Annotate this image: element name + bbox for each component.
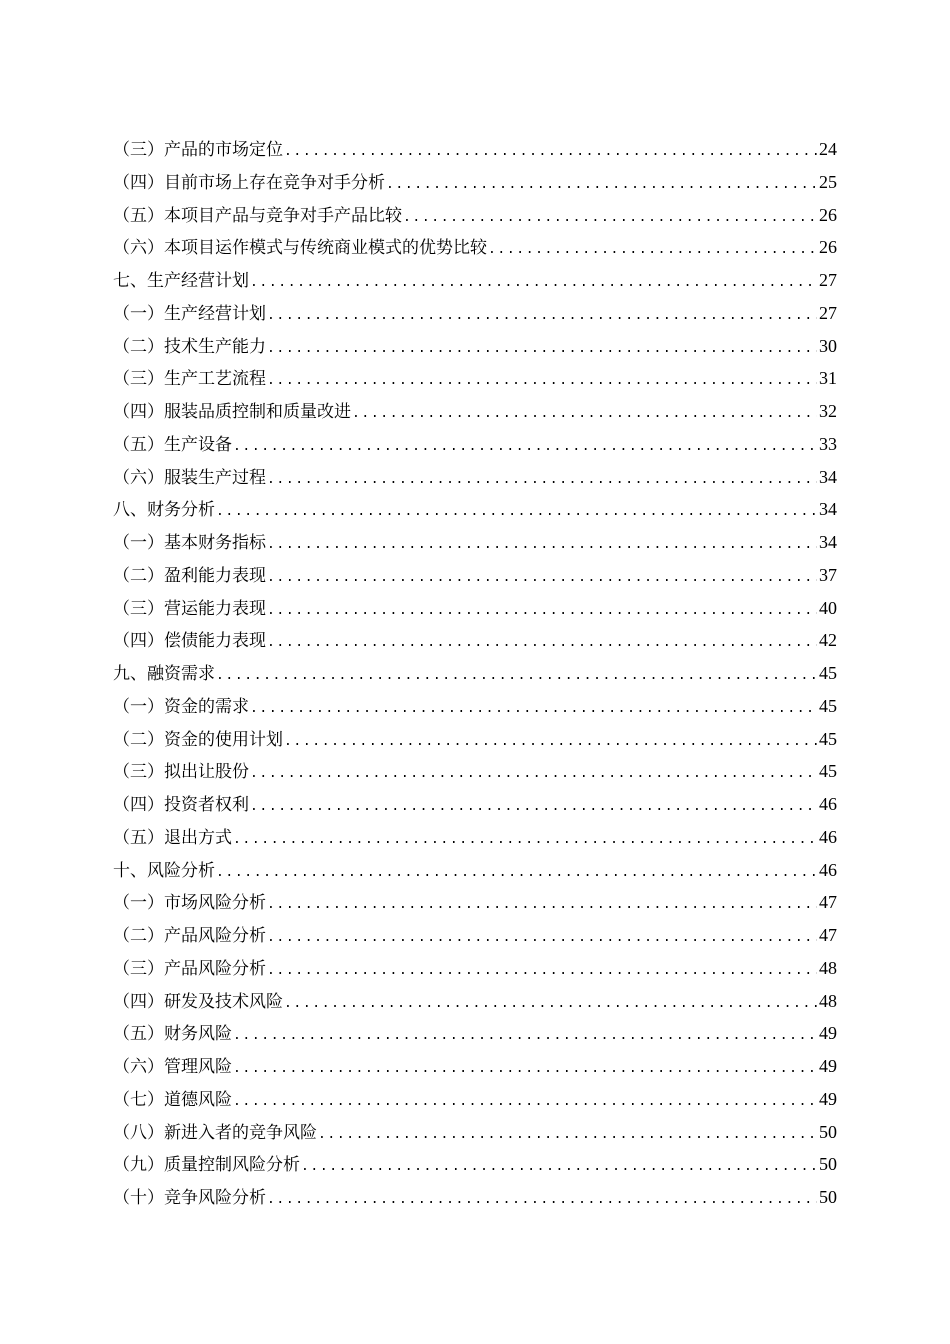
toc-entry-page-number: 24 bbox=[819, 139, 837, 159]
toc-entry-title: （五）本项目产品与竞争对手产品比较 bbox=[113, 205, 402, 226]
toc-dot-leader bbox=[283, 726, 817, 756]
toc-entry[interactable] bbox=[113, 886, 837, 919]
toc-entry[interactable] bbox=[113, 821, 837, 854]
toc-entry-title: （三）拟出让股份 bbox=[113, 762, 249, 783]
toc-entry-title: 九、融资需求 bbox=[113, 664, 215, 684]
toc-entry-title: （六）本项目运作模式与传统商业模式的优势比较 bbox=[113, 238, 487, 259]
toc-entry-page-number: 37 bbox=[819, 564, 837, 585]
toc-entry-page-number: 26 bbox=[819, 204, 837, 225]
toc-entry-title: （二）盈利能力表现 bbox=[113, 565, 266, 586]
toc-entry-page-number: 49 bbox=[819, 1056, 837, 1076]
toc-dot-leader bbox=[215, 857, 817, 887]
toc-dot-leader bbox=[232, 824, 817, 854]
toc-dot-leader bbox=[317, 1119, 817, 1149]
toc-dot-leader bbox=[487, 234, 817, 264]
toc-dot-leader bbox=[215, 660, 817, 690]
toc-entry-page-number: 40 bbox=[819, 597, 837, 618]
toc-dot-leader bbox=[402, 202, 817, 232]
toc-entry-title: （四）研发及技术风险 bbox=[113, 991, 283, 1012]
toc-entry-page-number: 42 bbox=[819, 630, 837, 651]
toc-entry-page-number: 47 bbox=[819, 925, 837, 945]
toc-entry[interactable] bbox=[113, 624, 837, 657]
toc-entry-title: （九）质量控制风险分析 bbox=[113, 1155, 300, 1176]
toc-entry-page-number: 45 bbox=[819, 761, 837, 782]
toc-entry[interactable] bbox=[113, 952, 837, 985]
toc-entry-page-number: 48 bbox=[819, 990, 837, 1011]
toc-entry[interactable] bbox=[113, 330, 837, 363]
toc-entry[interactable] bbox=[113, 1148, 837, 1181]
toc-dot-leader bbox=[266, 955, 817, 985]
toc-entry[interactable] bbox=[113, 985, 837, 1018]
toc-entry-title: （六）管理风险 bbox=[113, 1057, 232, 1077]
toc-dot-leader bbox=[249, 693, 817, 723]
toc-entry-page-number: 50 bbox=[819, 1187, 837, 1207]
toc-dot-leader bbox=[232, 431, 817, 461]
toc-entry-title: （二）产品风险分析 bbox=[113, 926, 266, 946]
toc-entry-page-number: 50 bbox=[819, 1121, 837, 1142]
toc-dot-leader bbox=[266, 627, 817, 657]
toc-entry-title: 八、财务分析 bbox=[113, 500, 215, 521]
toc-entry-page-number: 46 bbox=[819, 794, 837, 814]
toc-entry-title: （三）生产工艺流程 bbox=[113, 369, 266, 390]
toc-entry-title: （四）服装品质控制和质量改进 bbox=[113, 402, 351, 422]
toc-entry-page-number: 25 bbox=[819, 171, 837, 192]
toc-entry-title: （三）产品风险分析 bbox=[113, 958, 266, 979]
toc-entry[interactable] bbox=[113, 461, 837, 494]
toc-dot-leader bbox=[266, 922, 817, 952]
toc-entry[interactable] bbox=[113, 1116, 837, 1149]
toc-entry[interactable] bbox=[113, 133, 837, 166]
toc-entry-title: （八）新进入者的竞争风险 bbox=[113, 1122, 317, 1143]
toc-entry[interactable] bbox=[113, 428, 837, 461]
toc-entry-page-number: 49 bbox=[819, 1023, 837, 1044]
toc-entry-title: （三）营运能力表现 bbox=[113, 598, 266, 619]
toc-entry[interactable] bbox=[113, 231, 837, 264]
toc-dot-leader bbox=[266, 464, 817, 494]
toc-entry-page-number: 45 bbox=[819, 663, 837, 683]
toc-entry-page-number: 47 bbox=[819, 892, 837, 913]
toc-entry-title: 十、风险分析 bbox=[113, 860, 215, 881]
toc-dot-leader bbox=[266, 595, 817, 625]
toc-entry-title: （五）财务风险 bbox=[113, 1024, 232, 1045]
toc-entry[interactable] bbox=[113, 493, 837, 526]
toc-entry[interactable] bbox=[113, 723, 837, 756]
toc-entry-page-number: 27 bbox=[819, 270, 837, 290]
toc-dot-leader bbox=[266, 562, 817, 592]
toc-dot-leader bbox=[249, 267, 817, 297]
toc-dot-leader bbox=[266, 365, 817, 395]
toc-dot-leader bbox=[351, 398, 817, 428]
toc-entry-title: 七、生产经营计划 bbox=[113, 271, 249, 291]
toc-entry-page-number: 34 bbox=[819, 466, 837, 487]
toc-entry-page-number: 46 bbox=[819, 826, 837, 847]
toc-entry[interactable] bbox=[113, 1083, 837, 1116]
toc-entry-title: （七）道德风险 bbox=[113, 1089, 232, 1110]
toc-entry[interactable] bbox=[113, 854, 837, 887]
toc-entry-title: （一）基本财务指标 bbox=[113, 533, 266, 553]
toc-entry[interactable] bbox=[113, 1017, 837, 1050]
toc-entry-page-number: 49 bbox=[819, 1088, 837, 1109]
toc-entry[interactable] bbox=[113, 264, 837, 297]
toc-entry[interactable] bbox=[113, 690, 837, 723]
toc-entry-page-number: 33 bbox=[819, 433, 837, 454]
toc-entry-page-number: 45 bbox=[819, 695, 837, 716]
toc-entry-title: （十）竞争风险分析 bbox=[113, 1188, 266, 1208]
toc-entry-page-number: 34 bbox=[819, 499, 837, 520]
toc-dot-leader bbox=[232, 1020, 817, 1050]
toc-dot-leader bbox=[215, 496, 817, 526]
toc-entry-page-number: 48 bbox=[819, 957, 837, 978]
toc-entry-title: （二）资金的使用计划 bbox=[113, 729, 283, 750]
toc-entry[interactable] bbox=[113, 526, 837, 559]
toc-entry-title: （五）生产设备 bbox=[113, 434, 232, 455]
toc-entry-title: （一）资金的需求 bbox=[113, 696, 249, 717]
toc-dot-leader bbox=[385, 169, 817, 199]
toc-entry-title: （一）市场风险分析 bbox=[113, 893, 266, 914]
toc-entry-page-number: 26 bbox=[819, 237, 837, 258]
toc-entry-title: （五）退出方式 bbox=[113, 827, 232, 848]
toc-entry-page-number: 46 bbox=[819, 859, 837, 880]
toc-dot-leader bbox=[266, 1184, 817, 1214]
toc-dot-leader bbox=[249, 791, 817, 821]
toc-entry-page-number: 45 bbox=[819, 728, 837, 749]
toc-entry[interactable] bbox=[113, 788, 837, 821]
toc-dot-leader bbox=[232, 1086, 817, 1116]
toc-dot-leader bbox=[283, 136, 817, 166]
toc-entry-page-number: 32 bbox=[819, 401, 837, 421]
toc-entry[interactable] bbox=[113, 166, 837, 199]
toc-dot-leader bbox=[266, 889, 817, 919]
toc-entry-page-number: 34 bbox=[819, 532, 837, 552]
toc-dot-leader bbox=[300, 1151, 817, 1181]
toc-entry[interactable] bbox=[113, 755, 837, 788]
toc-entry-title: （六）服装生产过程 bbox=[113, 467, 266, 488]
toc-entry-title: （一）生产经营计划 bbox=[113, 303, 266, 324]
toc-entry-title: （三）产品的市场定位 bbox=[113, 140, 283, 160]
toc-entry[interactable] bbox=[113, 1181, 837, 1214]
toc-entry-title: （二）技术生产能力 bbox=[113, 336, 266, 357]
toc-dot-leader bbox=[266, 300, 817, 330]
toc-entry-page-number: 50 bbox=[819, 1154, 837, 1175]
toc-entry[interactable] bbox=[113, 1050, 837, 1083]
toc-dot-leader bbox=[232, 1053, 817, 1083]
table-of-contents bbox=[113, 133, 837, 1214]
toc-entry-page-number: 30 bbox=[819, 335, 837, 356]
toc-entry-title: （四）目前市场上存在竞争对手分析 bbox=[113, 172, 385, 193]
toc-dot-leader bbox=[283, 988, 817, 1018]
toc-dot-leader bbox=[266, 333, 817, 363]
toc-entry[interactable] bbox=[113, 919, 837, 952]
toc-dot-leader bbox=[249, 758, 817, 788]
toc-entry[interactable] bbox=[113, 362, 837, 395]
toc-entry-title: （四）投资者权利 bbox=[113, 795, 249, 815]
toc-entry[interactable] bbox=[113, 559, 837, 592]
toc-entry[interactable] bbox=[113, 657, 837, 690]
toc-entry[interactable] bbox=[113, 297, 837, 330]
toc-dot-leader bbox=[266, 529, 817, 559]
toc-entry-page-number: 31 bbox=[819, 368, 837, 389]
toc-entry-page-number: 27 bbox=[819, 302, 837, 323]
toc-entry-title: （四）偿债能力表现 bbox=[113, 631, 266, 652]
toc-entry[interactable] bbox=[113, 395, 837, 428]
toc-entry[interactable] bbox=[113, 592, 837, 625]
toc-entry[interactable] bbox=[113, 199, 837, 232]
